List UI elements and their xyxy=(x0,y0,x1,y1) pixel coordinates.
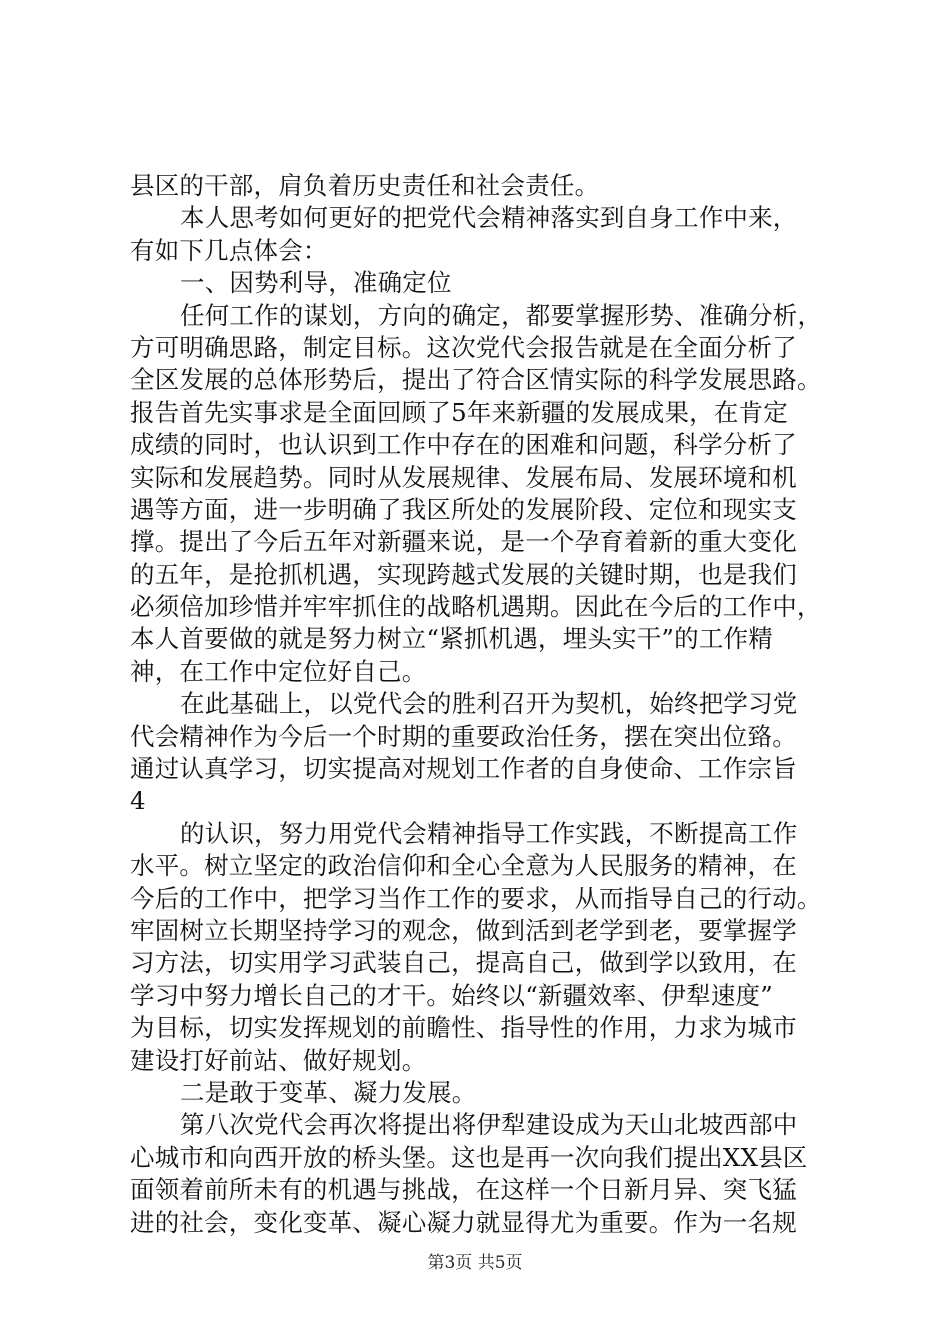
text-line: 今后的工作中，把学习当作工作的要求，从而指导自己的行动。 xyxy=(130,883,822,913)
text-line: 为目标，切实发挥规划的前瞻性、指导性的作用，力求为城市 xyxy=(130,1013,797,1043)
text-line: 牢固树立长期坚持学习的观念，做到活到老学到老，要掌握学 xyxy=(130,915,797,945)
text-line: 本人首要做的就是努力树立“紧抓机遇，埋头实干”的工作精 xyxy=(130,624,773,654)
text-line: 建设打好前站、做好规划。 xyxy=(130,1045,427,1075)
document-body xyxy=(130,170,842,1239)
text-line: 必须倍加珍惜并牢牢抓住的战略机遇期。因此在今后的工作中， xyxy=(130,592,822,622)
text-line: 习方法，切实用学习武装自己，提高自己，做到学以致用，在 xyxy=(130,948,797,978)
text-line: 神，在工作中定位好自己。 xyxy=(130,656,427,686)
text-line: 心城市和向西开放的桥头堡。这也是再一次向我们提出XX县区 xyxy=(130,1142,808,1172)
text-line: 报告首先实事求是全面回顾了5年来新疆的发展成果，在肯定 xyxy=(130,397,788,427)
text-line: 遇等方面，进一步明确了我区所处的发展阶段、定位和现实支 xyxy=(130,494,797,524)
text-line: 任何工作的谋划，方向的确定，都要掌握形势、准确分析， xyxy=(180,300,823,330)
text-line: 全区发展的总体形势后，提出了符合区情实际的科学发展思路。 xyxy=(130,365,822,395)
text-line: 第八次党代会再次将提出将伊犁建设成为天山北坡西部中 xyxy=(180,1110,798,1140)
text-line: 实际和发展趋势。同时从发展规律、发展布局、发展环境和机 xyxy=(130,462,797,492)
text-line: 面领着前所未有的机遇与挑战，在这样一个日新月异、突飞猛 xyxy=(130,1175,797,1205)
text-line: 代会精神作为今后一个时期的重要政治任务，摆在突出位臵。 xyxy=(130,721,797,751)
page-footer xyxy=(0,1248,950,1273)
text-line: 水平。树立坚定的政治信仰和全心全意为人民服务的精神，在 xyxy=(130,851,797,881)
text-line: 的认识，努力用党代会精神指导工作实践，不断提高工作 xyxy=(180,818,798,848)
text-line: 学习中努力增长自己的才干。始终以“新疆效率、伊犁速度” xyxy=(130,980,773,1010)
text-line: 县区的干部，肩负着历史责任和社会责任。 xyxy=(130,171,600,200)
text-line: 进的社会，变化变革、凝心凝力就显得尤为重要。作为一名规 xyxy=(130,1207,797,1237)
text-line: 二是敢于变革、凝力发展。 xyxy=(180,1077,477,1107)
text-line: 成绩的同时，也认识到工作中存在的困难和问题，科学分析了 xyxy=(130,430,797,460)
text-line: 本人思考如何更好的把党代会精神落实到自身工作中来， xyxy=(180,203,798,233)
text-line: 在此基础上，以党代会的胜利召开为契机，始终把学习党 xyxy=(180,689,798,719)
text-line: 通过认真学习，切实提高对规划工作者的自身使命、工作宗旨 xyxy=(130,754,797,784)
text-line: 撑。提出了今后五年对新疆来说，是一个孕育着新的重大变化 xyxy=(130,527,797,557)
text-line: 有如下几点体会： xyxy=(130,235,328,265)
text-line: 的五年，是抢抓机遇，实现跨越式发展的关键时期，也是我们 xyxy=(130,559,797,589)
text-line: 一、因势利导，准确定位 xyxy=(180,268,452,298)
text-line: 方可明确思路，制定目标。这次党代会报告就是在全面分析了 xyxy=(130,332,797,362)
page-number-label: 第3页 共5页 xyxy=(427,1253,523,1273)
text-line: 4 xyxy=(130,786,146,816)
